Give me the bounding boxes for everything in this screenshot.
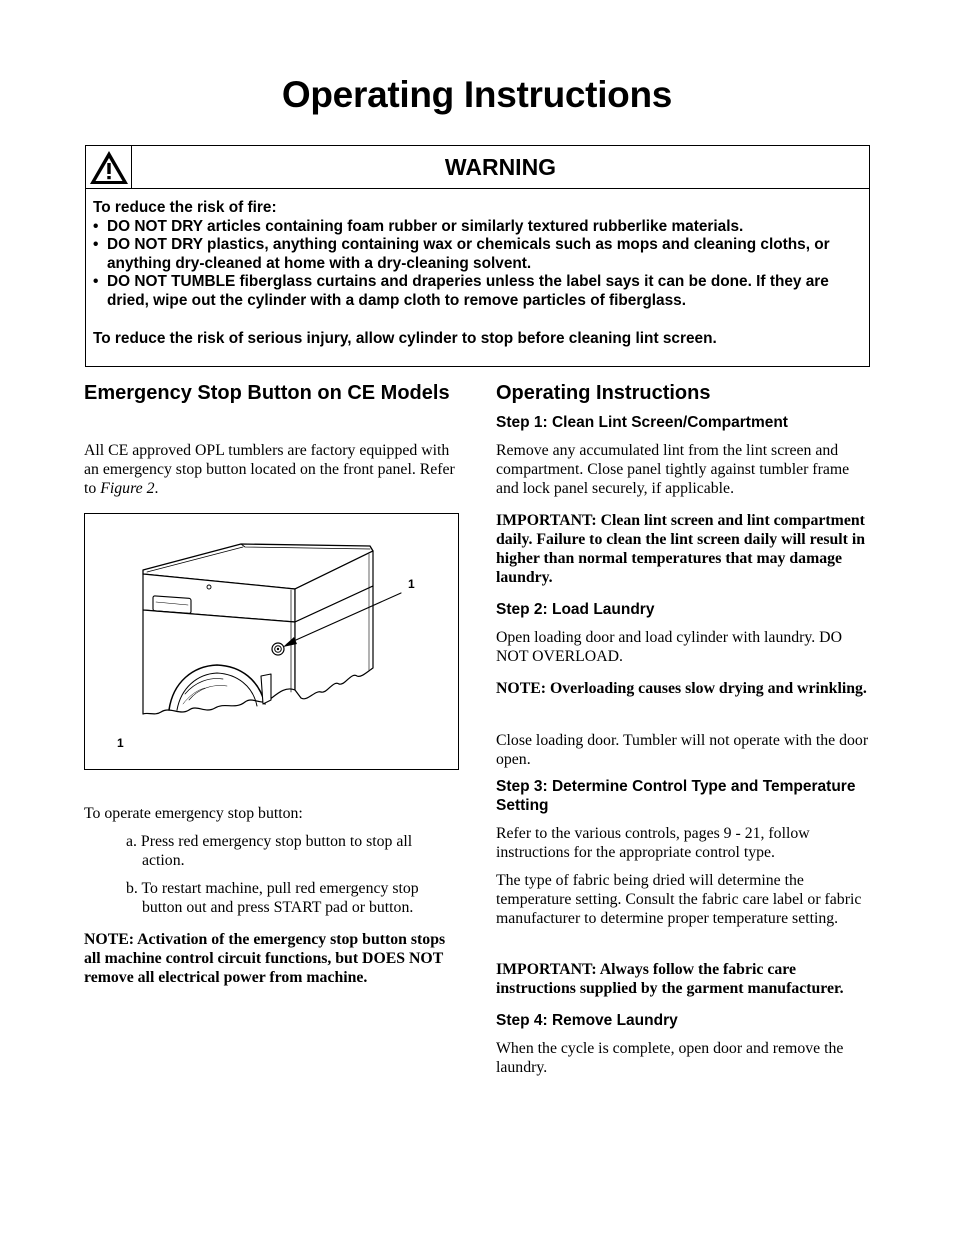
step2-title: Step 2: Load Laundry bbox=[496, 601, 655, 618]
warning-final: To reduce the risk of serious injury, allow cylinder to stop before cleaning lint screen. bbox=[93, 329, 717, 347]
warning-icon-cell bbox=[86, 146, 132, 188]
intro-text-end: . bbox=[154, 480, 159, 497]
step3-text2: The type of fabric being dried will determine the temperature setting. Consult the fabric care label or fabric manufacturer to determine proper temperature setting. bbox=[496, 872, 862, 927]
warning-label: WARNING bbox=[444, 154, 557, 180]
warning-header bbox=[86, 146, 869, 189]
warning-bullet: • DO NOT DRY plastics, anything containing wax or chemicals such as mops and cleaning cloths, or anything dry-cleaned at home with a dry-cleaning solvent. bbox=[93, 236, 858, 273]
warning-body bbox=[93, 199, 858, 348]
operate-intro: To operate emergency stop button: bbox=[84, 805, 303, 822]
intro-text: All CE approved OPL tumblers are factory equipped with an emergency stop button located on the front panel. Refer to bbox=[84, 442, 455, 497]
step3-title: Step 3: Determine Control Type and Temperature Setting bbox=[496, 778, 856, 814]
step4-text: When the cycle is complete, open door and remove the laundry. bbox=[496, 1040, 844, 1076]
step2-text2: Close loading door. Tumbler will not operate with the door open. bbox=[496, 732, 869, 768]
operate-step-a: a. Press red emergency stop button to stop all action. bbox=[126, 833, 413, 869]
figure-callout: 1 bbox=[408, 577, 415, 591]
figure-2 bbox=[84, 513, 459, 770]
step3-text: Refer to the various controls, pages 9 - 21, follow instructions for the appropriate control type. bbox=[496, 825, 810, 861]
figure-reference: Figure 2 bbox=[100, 480, 155, 497]
step1-title: Step 1: Clean Lint Screen/Compartment bbox=[496, 414, 788, 431]
emergency-stop-intro bbox=[84, 441, 456, 498]
warning-bullet: • DO NOT TUMBLE fiberglass curtains and draperies unless the label says it can be done. If they are dried, wipe out the cylinder with a damp cloth to remove particles of fiberglass. bbox=[93, 273, 858, 310]
emergency-stop-heading: Emergency Stop Button on CE Models bbox=[84, 382, 450, 404]
warning-intro: To reduce the risk of fire: bbox=[93, 199, 277, 216]
warning-box bbox=[85, 145, 870, 367]
tumbler-illustration bbox=[85, 514, 458, 769]
operating-instructions-heading: Operating Instructions bbox=[496, 382, 711, 404]
step1-important: IMPORTANT: Clean lint screen and lint compartment daily. Failure to clean the lint screen daily will result in higher than normal temperatures that may damage laundry. bbox=[496, 512, 866, 586]
step4-title: Step 4: Remove Laundry bbox=[496, 1012, 678, 1029]
warning-triangle-icon bbox=[89, 150, 129, 185]
step1-text: Remove any accumulated lint from the lint screen and compartment. Close panel tightly against tumbler frame and lock panel securely, if applicable. bbox=[496, 442, 850, 497]
step2-text: Open loading door and load cylinder with laundry. DO NOT OVERLOAD. bbox=[496, 629, 842, 665]
emergency-stop-note: NOTE: Activation of the emergency stop button stops all machine control circuit functions, but DOES NOT remove all electrical power from machine. bbox=[84, 931, 446, 986]
warning-bullet-list bbox=[93, 218, 858, 311]
operate-step-b: b. To restart machine, pull red emergency stop button out and press START pad or button. bbox=[126, 880, 419, 916]
warning-bullet: • DO NOT DRY articles containing foam rubber or similarly textured rubberlike materials. bbox=[93, 218, 858, 237]
step3-important: IMPORTANT: Always follow the fabric care instructions supplied by the garment manufacturer. bbox=[496, 961, 844, 997]
step2-note: NOTE: Overloading causes slow drying and wrinkling. bbox=[496, 680, 867, 697]
figure-number-label: 1 bbox=[117, 736, 124, 750]
page-title: Operating Instructions bbox=[281, 74, 673, 115]
